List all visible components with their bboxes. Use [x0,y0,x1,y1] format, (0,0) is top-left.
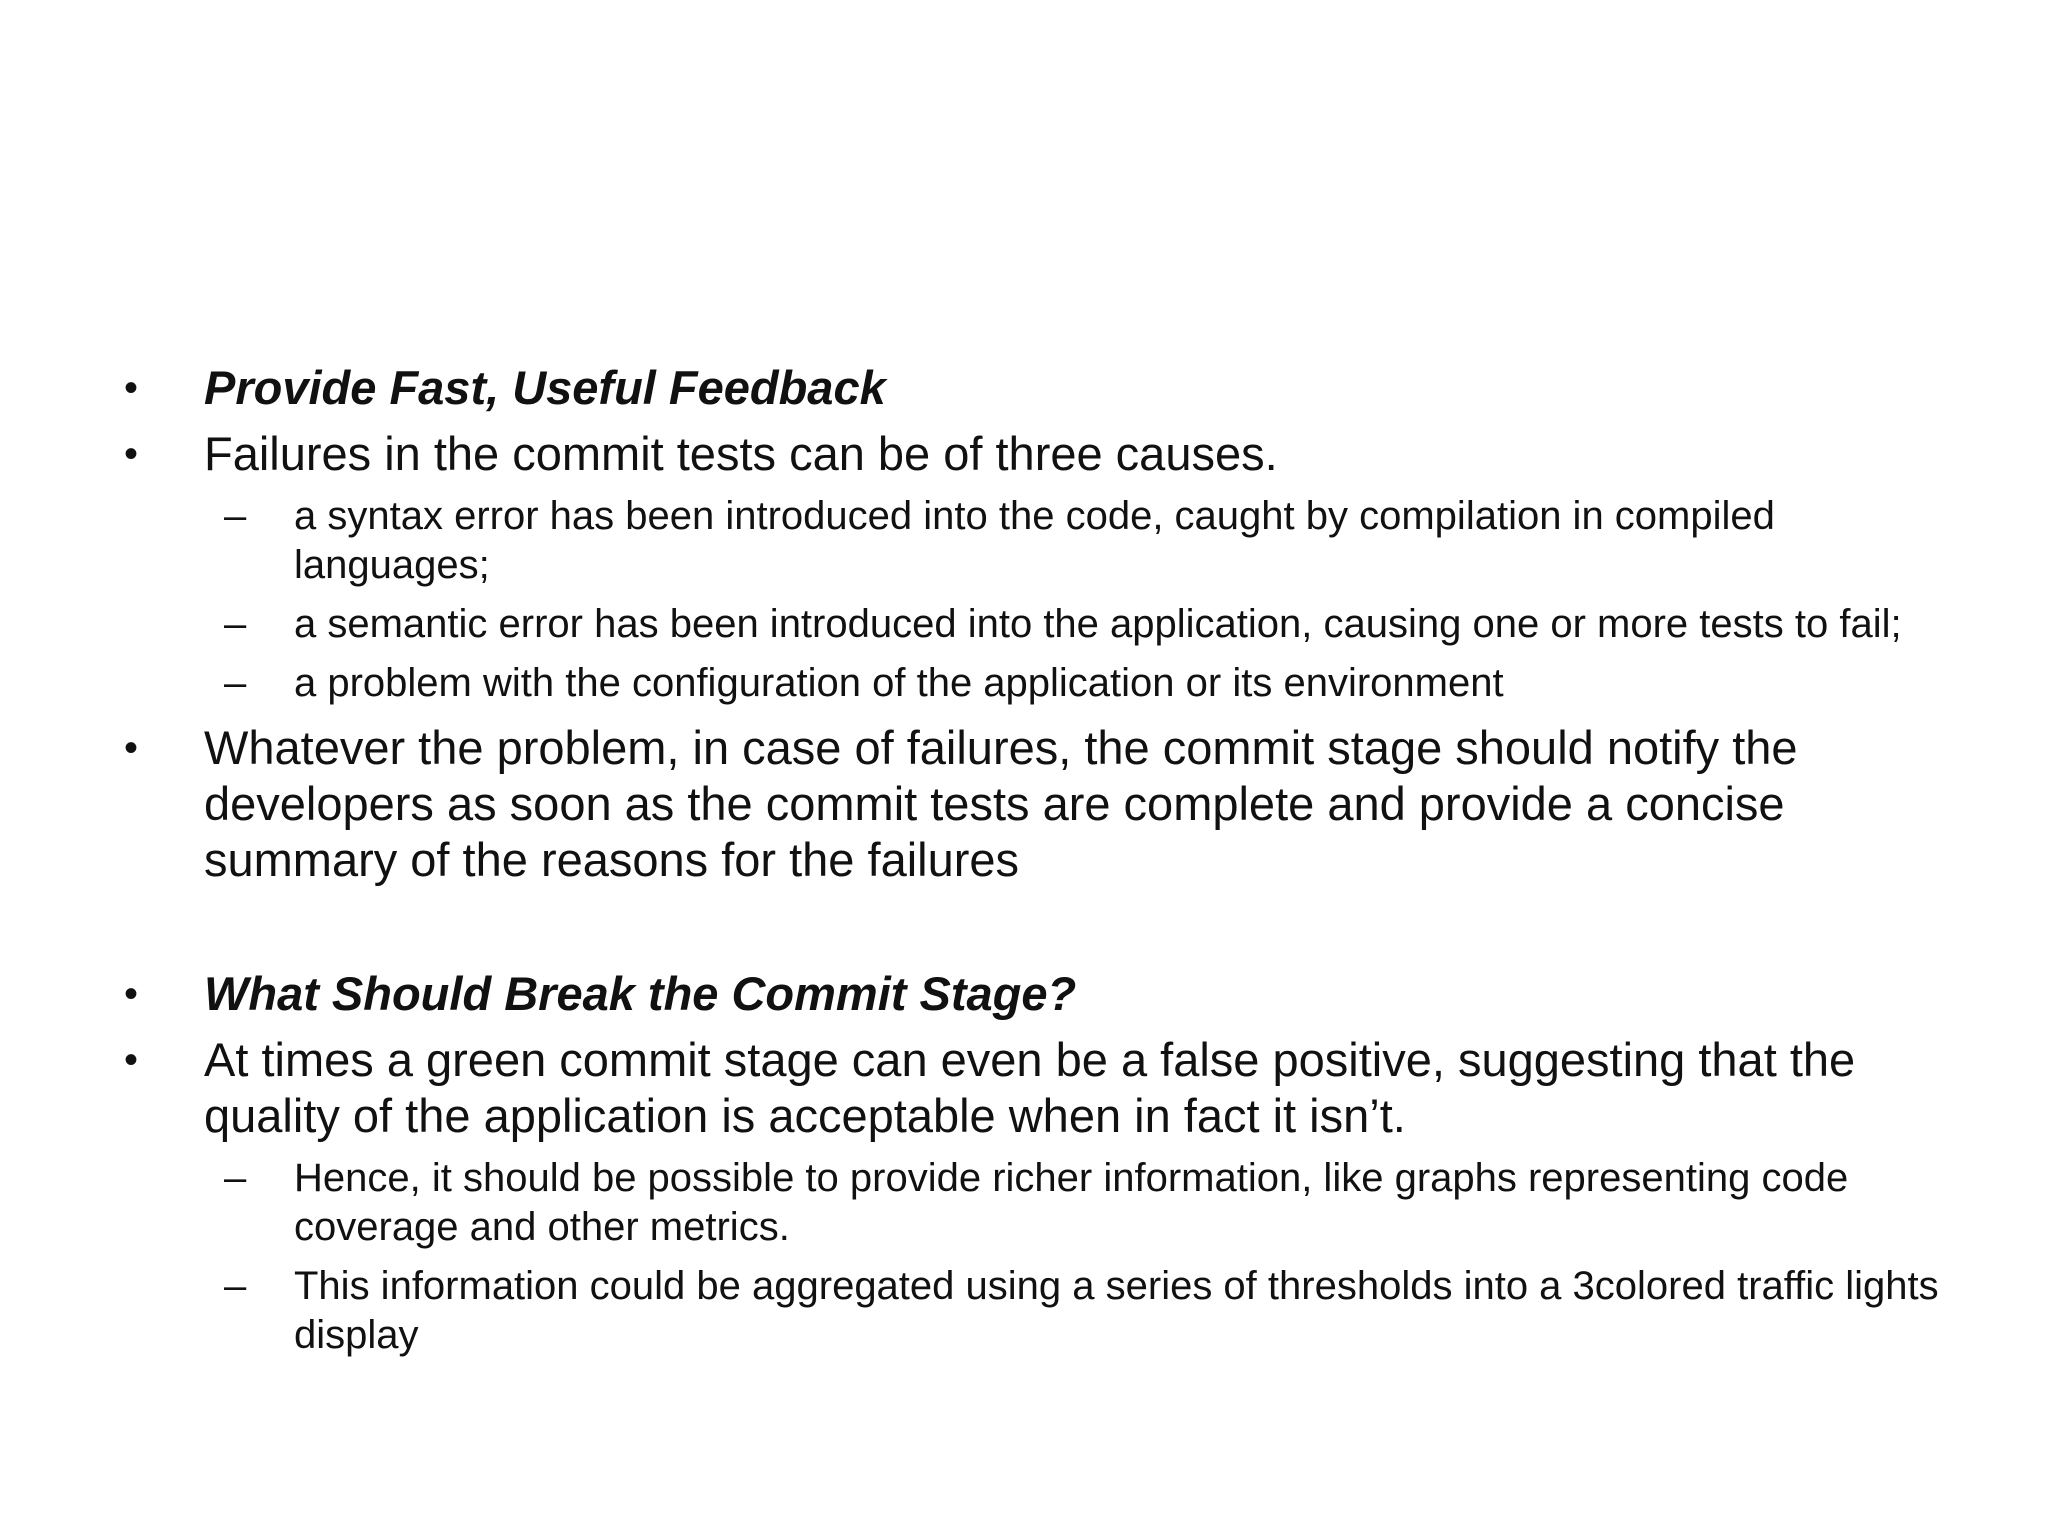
dash-icon: – [224,602,247,646]
subbullet-traffic-lights [120,1262,1980,1360]
slide-body [120,360,1980,1360]
subbullet-syntax-error [120,492,1980,590]
dash-icon: – [224,1156,247,1200]
bullet-icon: • [124,726,139,770]
heading-what-should-break [120,966,1980,1022]
subbullet-text: a semantic error has been introduced into the application, causing one or more tests to fail; [294,602,1902,646]
bullet-failures-causes [120,426,1980,482]
dash-icon: – [224,661,247,705]
bullet-failure-notification [120,720,1980,888]
heading-text: What Should Break the Commit Stage? [204,967,1077,1020]
bullet-text: Whatever the problem, in case of failures, the commit stage should notify the developers as soon as the commit tests are complete and provide a concise summary of the reasons for the failures [204,721,1798,886]
subbullet-configuration-problem [120,659,1980,708]
subbullet-text: Hence, it should be possible to provide richer information, like graphs representing code coverage and other metrics. [294,1156,1849,1249]
bullet-icon: • [124,366,139,410]
bullet-false-positive [120,1032,1980,1144]
heading-text: Provide Fast, Useful Feedback [204,361,886,414]
subbullet-text: a problem with the configuration of the application or its environment [294,661,1504,705]
dash-icon: – [224,494,247,538]
subbullet-text: This information could be aggregated using a series of thresholds into a 3colored traffic lights display [294,1264,1939,1357]
subbullet-richer-information [120,1154,1980,1252]
bullet-icon: • [124,432,139,476]
bullet-icon: • [124,1038,139,1082]
dash-icon: – [224,1264,247,1308]
subbullet-semantic-error [120,600,1980,649]
bullet-icon: • [124,972,139,1016]
bullet-text: Failures in the commit tests can be of three causes. [204,427,1278,480]
bullet-text: At times a green commit stage can even be a false positive, suggesting that the quality of the application is acceptable when in fact it isn’t. [204,1033,1856,1142]
subbullet-text: a syntax error has been introduced into the code, caught by compilation in compiled languages; [294,494,1775,587]
heading-provide-fast-feedback [120,360,1980,416]
